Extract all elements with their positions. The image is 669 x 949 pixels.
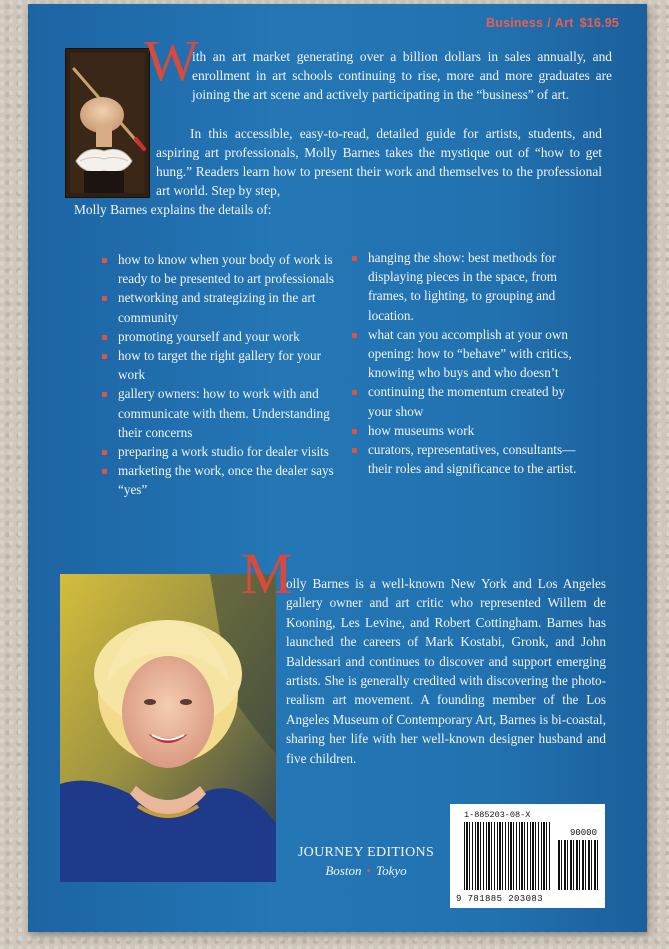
barcode-label	[450, 804, 605, 908]
list-item: what can you accomplish at your own opening: how to “behave” with critics, knowing who buys and who doesn’t	[350, 325, 590, 383]
book-back-cover	[28, 4, 647, 932]
list-item: continuing the momentum created by your show	[350, 382, 590, 420]
city-separator: •	[366, 863, 372, 878]
category-separator: /	[547, 16, 551, 30]
publisher-block	[296, 845, 436, 879]
list-item: curators, representatives, consultants—their roles and significance to the artist.	[350, 440, 590, 478]
author-photo	[60, 574, 276, 882]
publisher-name: JOURNEY EDITIONS	[297, 845, 435, 860]
list-item: promoting yourself and your work	[100, 327, 340, 346]
intro-paragraph-3: Molly Barnes explains the details of:	[74, 202, 272, 217]
list-item: how to target the right gallery for your work	[100, 346, 340, 384]
list-item: gallery owners: how to work with and communicate with them. Understanding their concerns	[100, 384, 340, 442]
topics-list-left	[100, 250, 340, 500]
category-label: Business	[486, 16, 544, 30]
price-tag	[486, 16, 619, 30]
author-bio: olly Barnes is a well-known New York and Los Angeles gallery owner and art critic who represented Willem de Kooning, Les Levine, and Robert Cottingham. Barnes has launched the careers of Mark Kostabi, Gronk, and John Baldessari and continues to discover and support emerging artists. She is generally credited with discovering the photo-realism art movement. A founding member of the Los Angeles Museum of Contemporary Art, Barnes is bi-coastal, sharing her life with her well-known designer husband and five children.	[286, 576, 606, 766]
publisher-city-2: Tokyo	[376, 863, 407, 878]
hand-with-brush-painting	[65, 48, 150, 198]
isbn-text: 1-885203-08-X	[464, 810, 531, 820]
topics-list-right	[350, 248, 590, 478]
intro-dropcap: W	[144, 28, 199, 93]
bio-dropcap: M	[241, 541, 293, 606]
intro-paragraph-1: ith an art market generating over a billion dollars in sales annually, and enrollment in art schools continuing to rise, more and more graduates are joining the art scene and actively participating in the “business” of art.	[192, 49, 612, 102]
list-item: marketing the work, once the dealer says “yes”	[100, 461, 340, 499]
list-item: networking and strategizing in the art community	[100, 288, 340, 326]
publisher-cities	[296, 863, 436, 879]
publisher-city-1: Boston	[325, 863, 362, 878]
addon-barcode-icon	[558, 840, 598, 890]
intro-paragraph-2: In this accessible, easy-to-read, detailed guide for artists, students, and aspiring art professionals, Molly Barnes takes the mystique out of “how to get hung.” Readers learn how to present their work and themselves to the professional art world. Step by step,	[156, 126, 602, 198]
list-item: how to know when your body of work is ready to be presented to art professionals	[100, 250, 340, 288]
subcategory-label: Art	[554, 16, 574, 30]
barcode-icon	[464, 822, 550, 890]
list-item: preparing a work studio for dealer visits	[100, 442, 340, 461]
list-item: hanging the show: best methods for displaying pieces in the space, from frames, to lighting, to grouping and location.	[350, 248, 590, 325]
list-item: how museums work	[350, 421, 590, 440]
price-code: 90000	[569, 828, 597, 838]
price-amount: $16.95	[579, 16, 619, 30]
ean-number: 9 781885 203083	[456, 894, 544, 904]
